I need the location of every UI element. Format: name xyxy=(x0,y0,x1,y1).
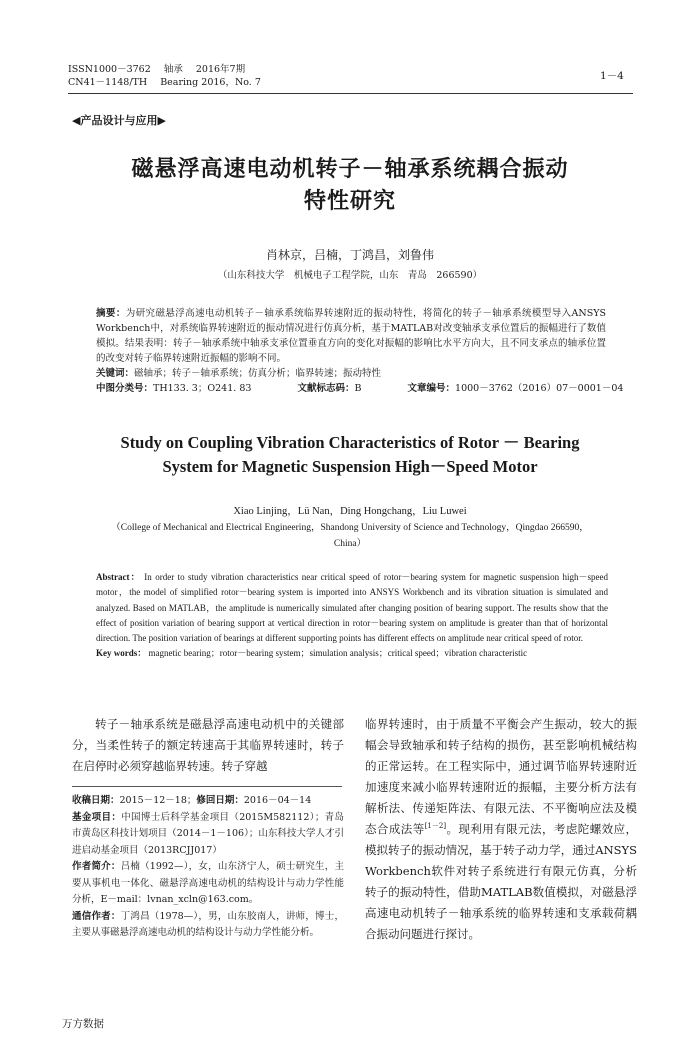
en-abstract-label: Abstract： xyxy=(96,572,141,582)
cn-abstract xyxy=(96,306,624,396)
en-abstract xyxy=(96,570,608,662)
en-affiliation: （College of Mechanical and Electrical Engineering，Shandong University of Science and Technology，Qingdao 266590，China） xyxy=(111,523,589,549)
cn-abstract-label: 摘要： xyxy=(96,308,126,319)
journal-name-cn: 轴承 xyxy=(163,64,183,75)
fund-info: 基金项目：中国博士后科学基金项目（2015M582112）；青岛市黄岛区科技计划项目（2014－1－106）；山东科技大学人才引进启动基金项目（2013RCJJ017） xyxy=(72,811,344,856)
cn-title-line1: 磁悬浮高速电动机转子－轴承系统耦合振动 xyxy=(131,156,569,182)
en-authors: Xiao Linjing，Lü Nan，Ding Hongchang，Liu Luwei xyxy=(233,506,467,517)
cn-keywords: 关键词：磁轴承；转子－轴承系统；仿真分析；临界转速；振动特性 xyxy=(96,368,382,379)
header-divider xyxy=(68,93,633,94)
body-right-column: 临界转速时，由于质量不平衡会产生振动，较大的振幅会导致轴承和转子结构的损伤，甚至影响机械结构的正常运转。在工程实际中，通过调节临界转速附近加速度来减小临界转速附近的振幅，主要分析方法有解析法、传递矩阵法、有限元法、不平衡响应法及模态合成法等[1－2]。现利用有限元法，考虑陀螺效应，模拟转子的振动情况，基于转子动力学，通过ANSYS Workbench软件对转子系统进行有限元仿真，分析转子的振动特性，借助MATLAB数值模拟，对磁悬浮高速电动机转子－轴承系统的临界转速和支承载荷耦合振动问题进行探讨。 xyxy=(365,717,638,941)
en-abstract-text: In order to study vibration characteristics near critical speed of rotor－bearing system for magnetic suspension high－speed motor，the model of simplified rotor－bearing system is imported into ANSYS Workbench and its vibration situation is simulated and analyzed. Based on MATLAB，the amplitude is numerically simulated after changing position of bearing support. The results show that the effect of position variation of bearing support at vertical direction in rotor－bearing system on amplitude is greater than that of horizontal direction. The position variation of bearings at different supporting points has different effects on amplitude near critical speed of rotor. xyxy=(96,572,609,644)
issn: ISSN1000－3762 xyxy=(68,64,151,75)
en-keywords: Key words： magnetic bearing；rotor－bearing system；simulation analysis；critical speed；vibration characteristic xyxy=(96,648,528,659)
section-tag: ◀产品设计与应用▶ xyxy=(72,114,166,127)
received-dates: 收稿日期：2015－12－18；修回日期：2016－04－14 xyxy=(72,795,312,806)
author-bio: 作者简介：吕楠（1992—），女，山东济宁人，硕士研究生，主要从事机电一体化、磁悬浮高速电动机的结构设计与动力学性能分析，E－mail：lvnan_xcln@163.com。 xyxy=(72,861,344,905)
issue-cn: 2016年7期 xyxy=(195,64,246,75)
en-title-line1: Study on Coupling Vibration Characteristics of Rotor － Bearing xyxy=(120,433,580,452)
footnote-divider xyxy=(72,786,342,787)
classification-line: 中图分类号：TH133. 3；O241. 83 文献标志码：B 文章编号：1000－3762（2016）07－0001－04 xyxy=(96,383,624,394)
cn-abstract-text: 为研究磁悬浮高速电动机转子－轴承系统临界转速附近的振动特性，将简化的转子－轴承系统模型导入ANSYS Workbench中，对系统临界转速附近的振动情况进行仿真分析，基于MATLAB对改变轴承支承位置后的振幅进行了数值模拟。结果表明：转子－轴承系统中轴承支承位置垂直方向的变化对振幅的影响比水平方向大，且不同支承点的轴承位置的改变对转子临界转速附近振幅的影响不同。 xyxy=(96,308,606,364)
journal-name-en: Bearing 2016，No. 7 xyxy=(160,77,261,88)
body-left-column: 转子－轴承系统是磁悬浮高速电动机中的关键部分，当柔性转子的额定转速高于其临界转速时，转子在启停时必须穿越临界转速。转子穿越 xyxy=(72,717,344,773)
page-range: 1－4 xyxy=(600,70,624,82)
cn-authors: 肖林京，吕楠，丁鸿昌，刘鲁伟 xyxy=(265,248,434,262)
journal-header xyxy=(68,63,261,89)
cn-title-line2: 特性研究 xyxy=(303,188,396,214)
en-title-line2: System for Magnetic Suspension High－Speed Motor xyxy=(162,457,538,476)
footer-watermark: 万方数据 xyxy=(62,1018,104,1030)
cn-code: CN41－1148/TH xyxy=(68,77,148,88)
citation: [1－2] xyxy=(424,822,447,831)
corresponding-author: 通信作者：丁鸿昌（1978—），男，山东胶南人，讲师，博士，主要从事磁悬浮高速电动机的结构设计与动力学性能分析。 xyxy=(72,910,344,938)
footnotes xyxy=(72,793,344,942)
cn-affiliation: （山东科技大学 机械电子工程学院，山东 青岛 266590） xyxy=(217,270,483,281)
